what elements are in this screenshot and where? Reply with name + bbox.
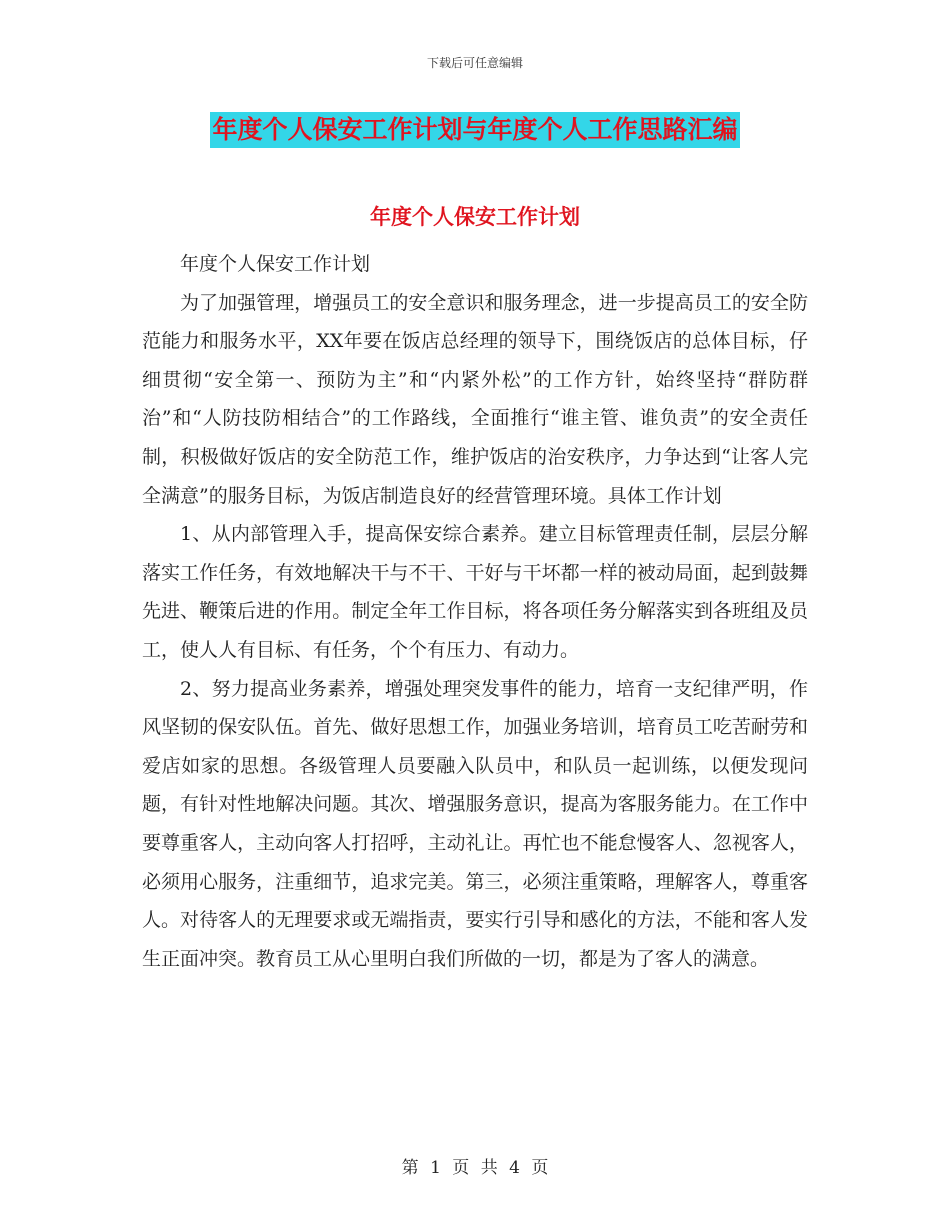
document-body: [142, 245, 808, 978]
page-header-note: 下载后可任意编辑: [426, 56, 523, 70]
page-footer: 第 1 页 共 4 页: [401, 1158, 549, 1178]
document-title: 年度个人保安工作计划与年度个人工作思路汇编: [210, 112, 739, 148]
paragraph-item-1: 1、从内部管理入手，提高保安综合素养。建立目标管理责任制，层层分解落实工作任务，有效地解决干与不干、干好与干坏都一样的被动局面，起到鼓舞先进、鞭策后进的作用。制定全年工作目标，将各项任务分解落实到各班组及员工，使人人有目标、有任务，个个有压力、有动力。: [142, 523, 808, 661]
section-title: 年度个人保安工作计划: [370, 205, 580, 229]
paragraph-heading: 年度个人保安工作计划: [180, 253, 371, 275]
paragraph-item-2: 2、努力提高业务素养，增强处理突发事件的能力，培育一支纪律严明，作风坚韧的保安队伍。首先、做好思想工作，加强业务培训，培育员工吃苦耐劳和爱店如家的思想。各级管理人员要融入队员中，和队员一起训练，以便发现问题，有针对性地解决问题。其次、增强服务意识，提高为客服务能力。在工作中要尊重客人，主动向客人打招呼，主动礼让。再忙也不能怠慢客人、忽视客人，必须用心服务，注重细节，追求完美。第三，必须注重策略，理解客人，尊重客人。对待客人的无理要求或无端指责，要实行引导和感化的方法，不能和客人发生正面冲突。教育员工从心里明白我们所做的一切，都是为了客人的满意。: [142, 677, 808, 970]
paragraph-intro: 为了加强管理，增强员工的安全意识和服务理念，进一步提高员工的安全防范能力和服务水平，XX年要在饭店总经理的领导下，围绕饭店的总体目标，仔细贯彻“安全第一、预防为主”和“内紧外松”的工作方针，始终坚持“群防群治”和“人防技防相结合”的工作路线，全面推行“谁主管、谁负责”的安全责任制，积极做好饭店的安全防范工作，维护饭店的治安秩序，力争达到“让客人完全满意”的服务目标，为饭店制造良好的经营管理环境。具体工作计划: [142, 291, 808, 507]
main-title-container: [0, 112, 950, 148]
